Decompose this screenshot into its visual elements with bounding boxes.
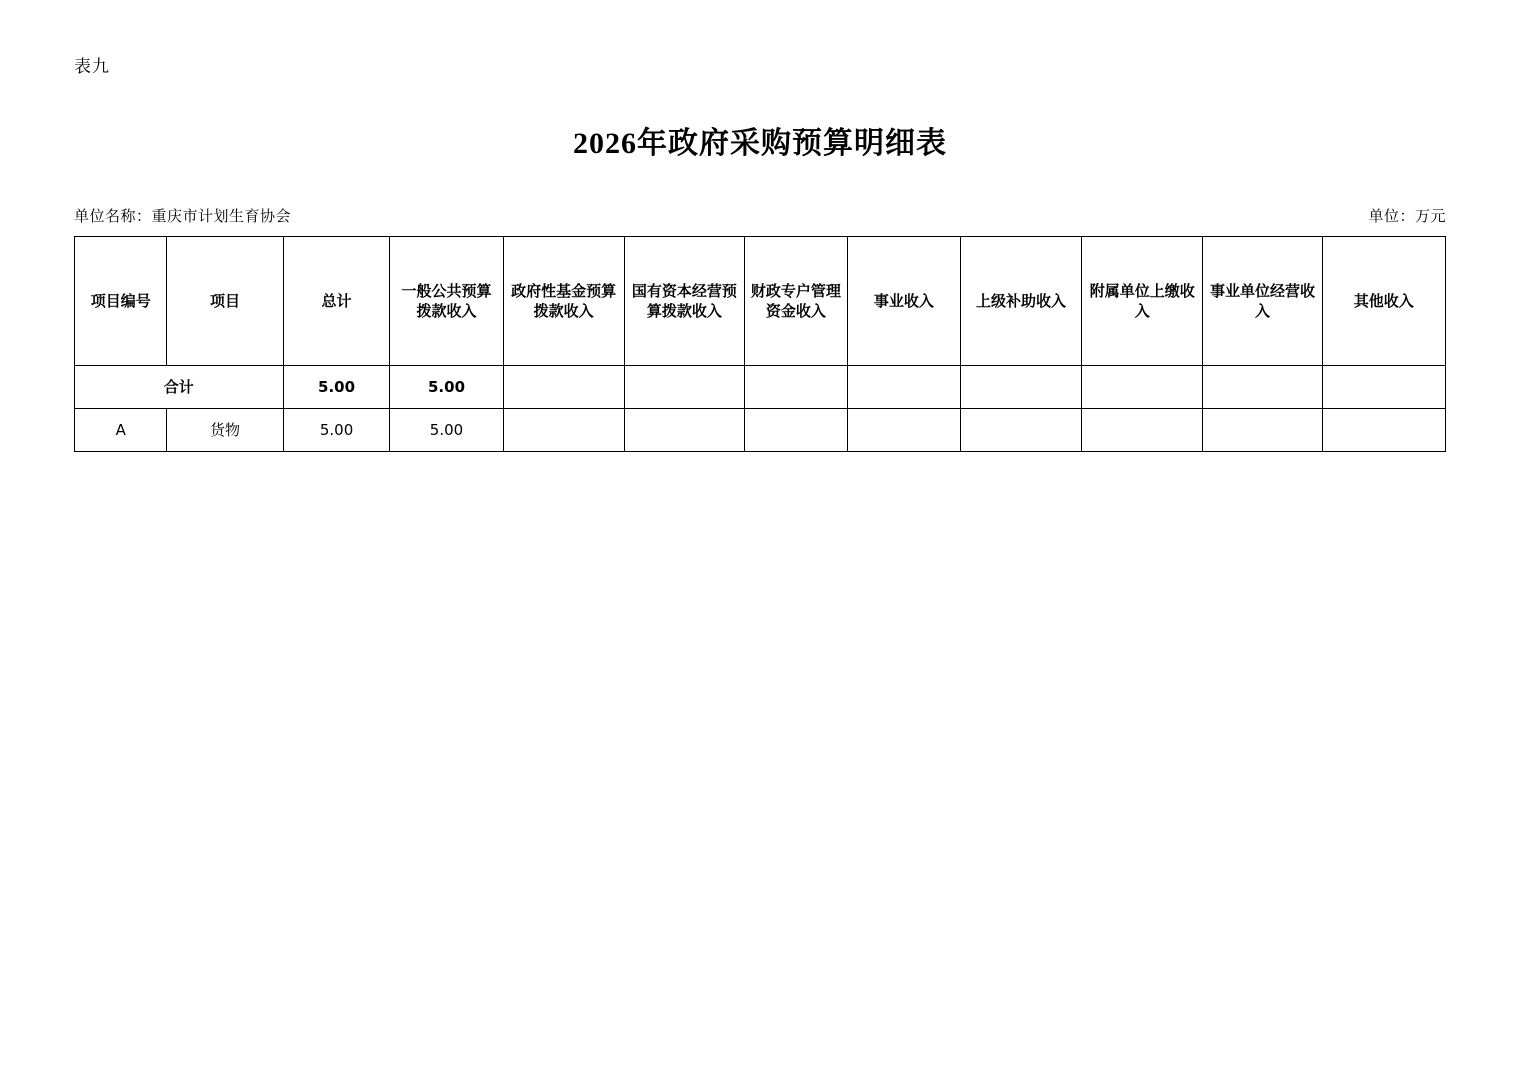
total-row-business-income: [847, 366, 960, 409]
procurement-budget-table: [74, 236, 1446, 452]
column-header-subordinate-unit-payment: 附属单位上缴收入: [1082, 237, 1203, 366]
total-row-government-fund-budget: [503, 366, 624, 409]
total-row-general-public-budget: 5.00: [390, 366, 503, 409]
sheet-label: 表九: [74, 57, 110, 77]
table-row: [75, 366, 1446, 409]
table-header-row: [75, 237, 1446, 366]
row-state-capital-budget: [624, 409, 744, 452]
row-superior-subsidy-income: [960, 409, 1081, 452]
total-row-fiscal-account-funds: [745, 366, 848, 409]
total-row-label: 合计: [75, 366, 284, 409]
row-total: 5.00: [283, 409, 390, 452]
column-header-institution-operating-income: 事业单位经营收入: [1203, 237, 1322, 366]
row-fiscal-account-funds: [745, 409, 848, 452]
row-government-fund-budget: [503, 409, 624, 452]
column-header-fiscal-account-funds: 财政专户管理资金收入: [745, 237, 848, 366]
row-item-name: 货物: [167, 409, 283, 452]
column-header-business-income: 事业收入: [847, 237, 960, 366]
row-institution-operating-income: [1203, 409, 1322, 452]
row-general-public-budget: 5.00: [390, 409, 503, 452]
unit-measure-label: 单位：万元: [1368, 207, 1446, 225]
column-header-general-public-budget: 一般公共预算拨款收入: [390, 237, 503, 366]
row-item-code: A: [75, 409, 167, 452]
page-title: 2026年政府采购预算明细表: [573, 127, 947, 160]
column-header-state-capital-budget: 国有资本经营预算拨款收入: [624, 237, 744, 366]
total-row-subordinate-unit-payment: [1082, 366, 1203, 409]
row-subordinate-unit-payment: [1082, 409, 1203, 452]
total-row-institution-operating-income: [1203, 366, 1322, 409]
column-header-superior-subsidy-income: 上级补助收入: [960, 237, 1081, 366]
row-business-income: [847, 409, 960, 452]
table-row: [75, 409, 1446, 452]
total-row-superior-subsidy-income: [960, 366, 1081, 409]
total-row-other-income: [1322, 366, 1445, 409]
column-header-item-name: 项目: [167, 237, 283, 366]
total-row-total: 5.00: [283, 366, 390, 409]
column-header-total: 总计: [283, 237, 390, 366]
column-header-other-income: 其他收入: [1322, 237, 1445, 366]
unit-name-label: 单位名称：重庆市计划生育协会: [74, 207, 292, 225]
column-header-item-code: 项目编号: [75, 237, 167, 366]
total-row-state-capital-budget: [624, 366, 744, 409]
row-other-income: [1322, 409, 1445, 452]
column-header-government-fund-budget: 政府性基金预算拨款收入: [503, 237, 624, 366]
